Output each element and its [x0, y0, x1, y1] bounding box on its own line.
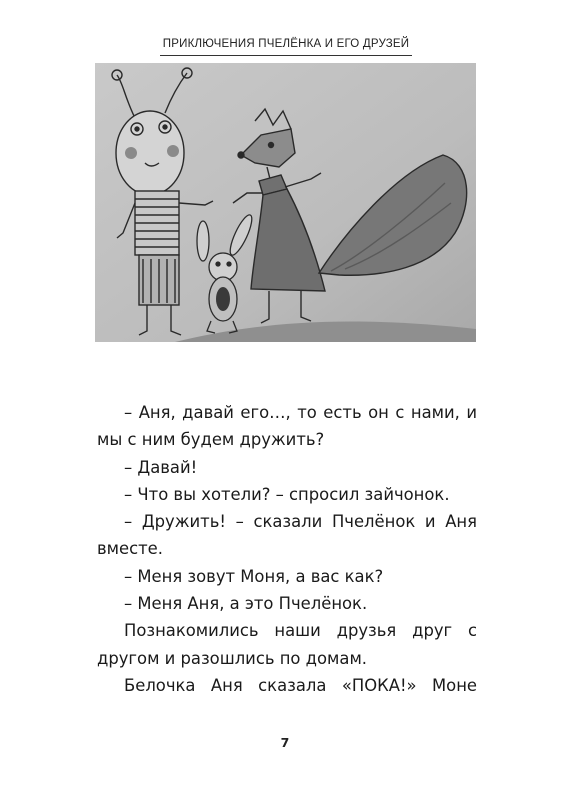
paragraph: – Что вы хотели? – спросил зайчонок. — [124, 484, 450, 504]
paragraph: – Меня зовут Моня, а вас как? — [124, 566, 384, 586]
header-rule — [160, 55, 412, 56]
page-number: 7 — [280, 735, 290, 750]
running-title: ПРИКЛЮЧЕНИЯ ПЧЕЛЁНКА И ЕГО ДРУЗЕЙ — [162, 38, 410, 50]
paragraph: – Аня, давай его…, то есть он с нами, и мы с ним будем дружить? — [97, 403, 477, 450]
illustration — [95, 63, 476, 342]
story-text — [97, 399, 477, 699]
paragraph: – Дружить! – сказали Пчелёнок и Аня вместе. — [97, 512, 477, 559]
paragraph: – Давай! — [124, 457, 198, 477]
paragraph: Познакомились наши друзья друг с другом и разошлись по домам. — [97, 621, 477, 668]
paragraph: Белочка Аня сказала «ПОКА!» Моне — [124, 675, 477, 695]
paragraph: – Меня Аня, а это Пчелёнок. — [124, 594, 368, 614]
